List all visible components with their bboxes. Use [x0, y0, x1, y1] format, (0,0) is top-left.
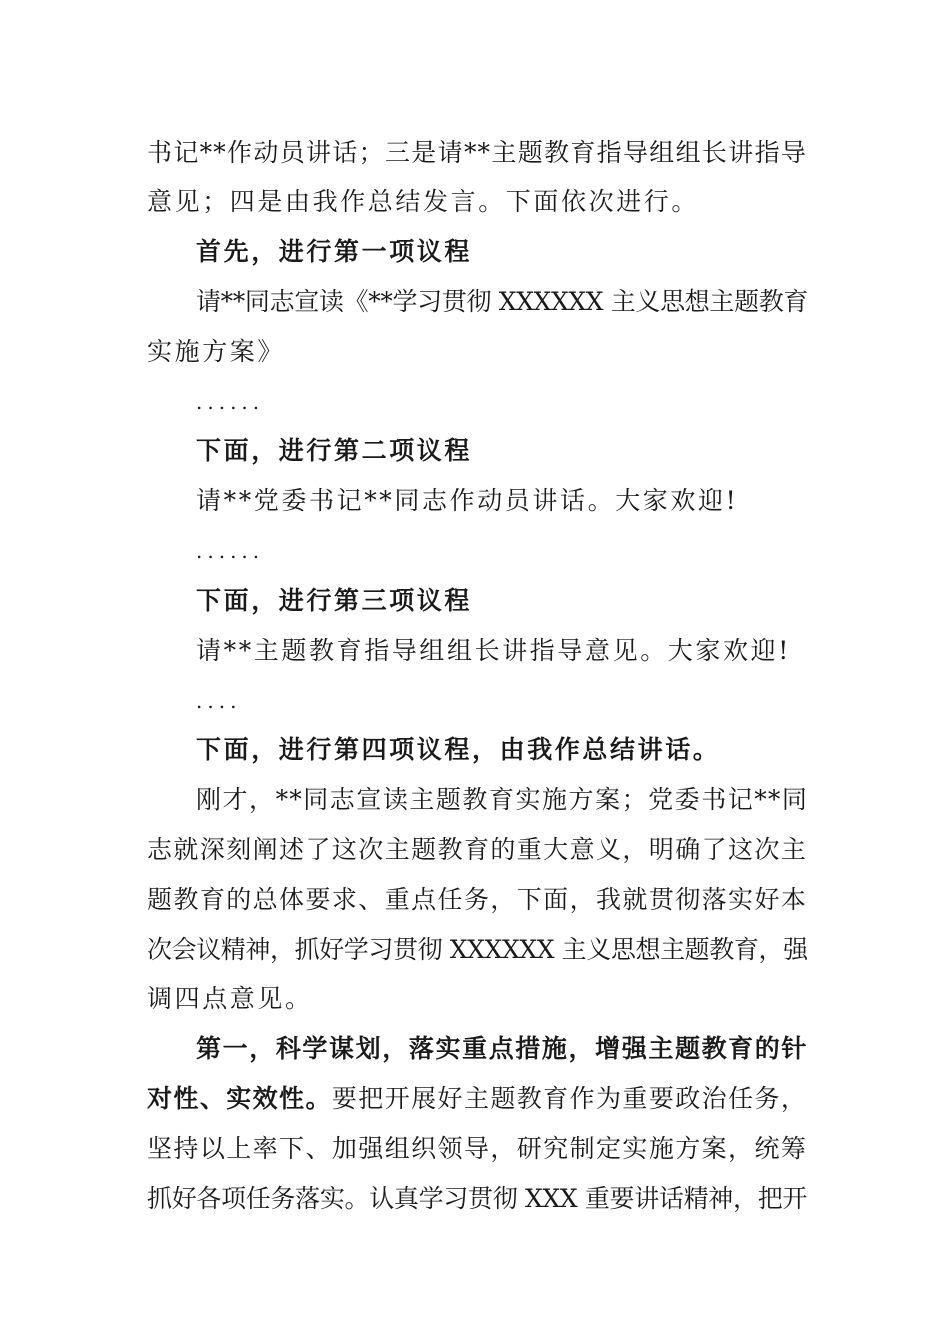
agenda-heading: 下面，进行第二项议程	[196, 436, 473, 465]
body-line: 刚才，**同志宣读主题教育实施方案；党委书记**同	[196, 785, 808, 814]
body-line: 意见；四是由我作总结发言。下面依次进行。	[147, 187, 700, 216]
body-line: 坚持以上率下、加强组织领导，研究制定实施方案，统筹	[147, 1134, 807, 1163]
body-line: 实施方案》	[147, 337, 286, 366]
body-line	[147, 1084, 807, 1114]
ellipsis: ....	[196, 689, 242, 713]
section-heading-tail: 对性、实效性。	[147, 1084, 332, 1113]
body-line: 题教育的总体要求、重点任务，下面，我就贯彻落实好本	[147, 885, 807, 914]
body-line: 请**主题教育指导组组长讲指导意见。大家欢迎!	[196, 636, 791, 665]
agenda-heading: 下面，进行第三项议程	[196, 586, 473, 615]
body-line: 书记**作动员讲话；三是请**主题教育指导组组长讲指导	[147, 138, 807, 167]
body-line: 抓好各项任务落实。认真学习贯彻 XXX 重要讲话精神，把开	[147, 1184, 807, 1213]
agenda-heading: 下面，进行第四项议程，由我作总结讲话。	[196, 735, 721, 764]
body-line: 志就深刻阐述了这次主题教育的重大意义，明确了这次主	[147, 835, 807, 864]
agenda-heading: 首先，进行第一项议程	[196, 237, 473, 266]
ellipsis: ......	[196, 390, 265, 414]
body-text: 要把开展好主题教育作为重要政治任务，	[331, 1084, 807, 1113]
body-line: 调四点意见。	[147, 984, 313, 1013]
body-line: 请**同志宣读《**学习贯彻 XXXXXX 主义思想主题教育	[196, 287, 808, 316]
body-line: 次会议精神，抓好学习贯彻 XXXXXX 主义思想主题教育，强	[147, 935, 808, 964]
section-heading: 第一，科学谋划，落实重点措施，增强主题教育的针	[196, 1034, 808, 1063]
body-line: 请**党委书记**同志作动员讲话。大家欢迎!	[196, 486, 739, 515]
ellipsis: ......	[196, 539, 265, 563]
